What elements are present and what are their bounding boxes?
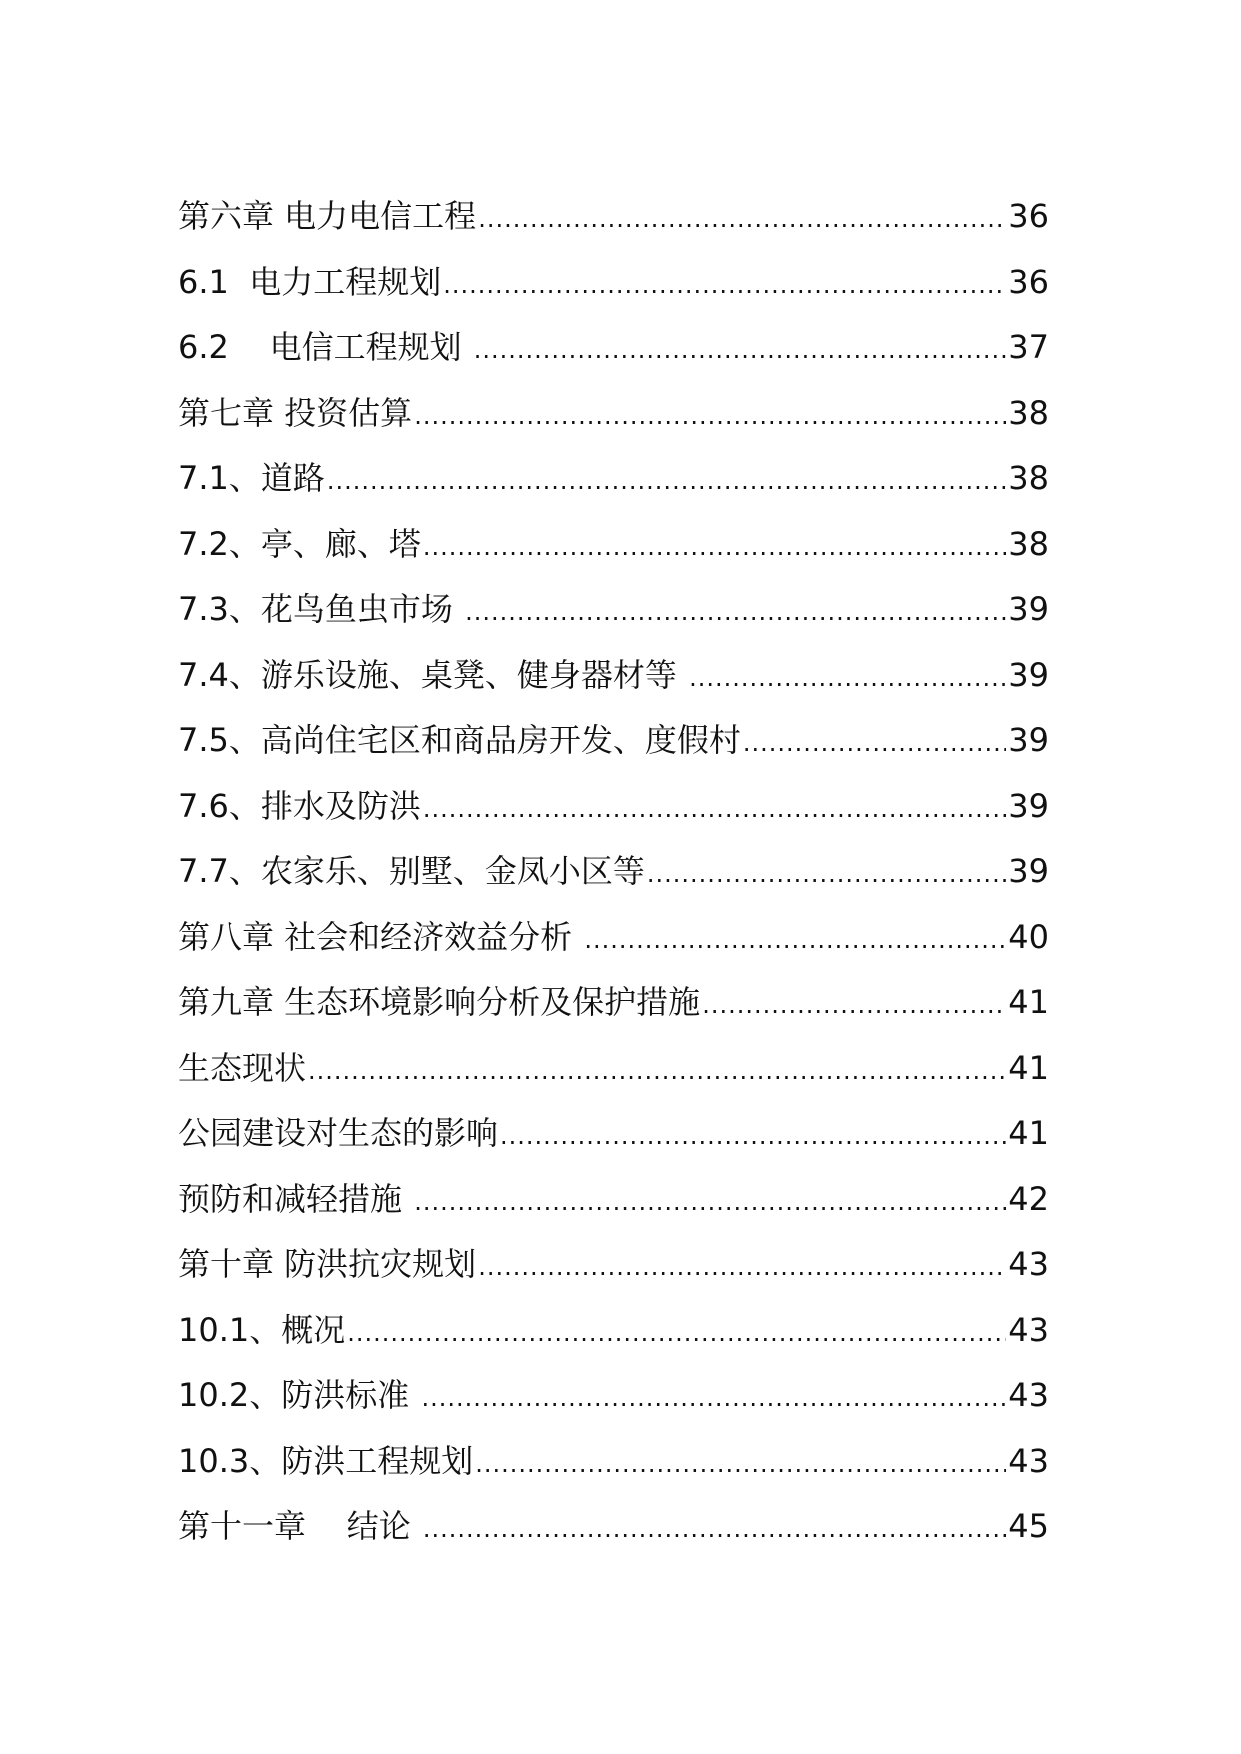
toc-entry-title: 第十章 防洪抗灾规划 <box>178 1245 477 1283</box>
toc-entry[interactable] <box>178 512 1049 578</box>
toc-entry-title: 公园建设对生态的影响 <box>178 1114 499 1152</box>
toc-entry-title: 7.4、游乐设施、桌凳、健身器材等 <box>178 655 688 694</box>
toc-page-number: 41 <box>1008 1114 1049 1152</box>
toc-page-number: 45 <box>1008 1507 1049 1545</box>
toc-entry[interactable] <box>178 1363 1049 1429</box>
toc-entry-title: 7.3、花鸟鱼虫市场 <box>178 590 464 628</box>
toc-entry-title: 6.1 电力工程规划 <box>178 262 442 301</box>
toc-entry-title: 第八章 社会和经济效益分析 <box>178 917 583 956</box>
toc-page-number: 42 <box>1008 1179 1049 1218</box>
toc-entry[interactable] <box>178 1494 1049 1560</box>
toc-entry-title: 7.7、农家乐、别墅、金凤小区等 <box>178 852 645 890</box>
toc-entry[interactable] <box>178 1429 1049 1495</box>
toc-entry-title: 第十一章 结论 <box>178 1507 421 1545</box>
toc-page-number: 41 <box>1008 983 1049 1021</box>
toc-page-number: 38 <box>1008 524 1049 563</box>
toc-dot-leader <box>689 646 1006 712</box>
toc-page-number: 41 <box>1008 1048 1049 1087</box>
toc-dot-leader <box>465 580 1006 646</box>
toc-entry-title: 7.6、排水及防洪 <box>178 786 421 825</box>
toc-entry[interactable] <box>178 643 1049 709</box>
toc-entry-title: 10.1、概况 <box>178 1310 346 1349</box>
toc-page-number: 37 <box>1008 328 1049 366</box>
toc-dot-leader <box>423 777 1006 843</box>
toc-dot-leader <box>308 1039 1006 1105</box>
toc-page-number: 39 <box>1008 852 1049 890</box>
toc-page-number: 36 <box>1008 197 1049 235</box>
toc-entry[interactable] <box>178 1298 1049 1364</box>
toc-dot-leader <box>584 908 1006 974</box>
toc-entry-title: 第六章 电力电信工程 <box>178 197 477 235</box>
toc-entry[interactable] <box>178 1036 1049 1102</box>
toc-entry[interactable] <box>178 1232 1049 1298</box>
toc-page-number: 36 <box>1008 262 1049 301</box>
toc-entry[interactable] <box>178 905 1049 971</box>
toc-dot-leader <box>347 1301 1006 1367</box>
toc-dot-leader <box>647 842 1006 908</box>
toc-entry[interactable] <box>178 381 1049 447</box>
toc-dot-leader <box>478 187 1006 253</box>
toc-dot-leader <box>423 515 1006 581</box>
toc-page-number: 39 <box>1008 721 1049 759</box>
toc-entry-title: 10.3、防洪工程规划 <box>178 1441 474 1480</box>
toc-entry[interactable] <box>178 446 1049 512</box>
toc-entry[interactable] <box>178 577 1049 643</box>
toc-dot-leader <box>743 711 1006 777</box>
table-of-contents <box>178 184 1049 1560</box>
toc-entry[interactable] <box>178 708 1049 774</box>
toc-entry[interactable] <box>178 970 1049 1036</box>
toc-entry-title: 7.1、道路 <box>178 459 325 497</box>
toc-dot-leader <box>414 384 1006 450</box>
toc-page-number: 43 <box>1008 1441 1049 1480</box>
toc-entry-title: 10.2、防洪标准 <box>178 1376 420 1414</box>
toc-entry-title: 预防和减轻措施 <box>178 1179 413 1218</box>
toc-page-number: 43 <box>1008 1376 1049 1414</box>
toc-page-number: 43 <box>1008 1310 1049 1349</box>
toc-dot-leader <box>421 1366 1006 1432</box>
toc-page-number: 43 <box>1008 1245 1049 1283</box>
toc-entry[interactable] <box>178 1167 1049 1233</box>
toc-entry-title: 生态现状 <box>178 1048 307 1087</box>
toc-entry-title: 第七章 投资估算 <box>178 393 413 432</box>
toc-dot-leader <box>500 1104 1006 1170</box>
toc-entry[interactable] <box>178 184 1049 250</box>
toc-page-number: 38 <box>1008 393 1049 432</box>
toc-page-number: 39 <box>1008 786 1049 825</box>
toc-page-number: 39 <box>1008 655 1049 694</box>
toc-dot-leader <box>414 1170 1006 1236</box>
toc-dot-leader <box>474 318 1007 384</box>
toc-entry[interactable] <box>178 839 1049 905</box>
toc-entry-title: 7.2、亭、廊、塔 <box>178 524 421 563</box>
toc-entry-title: 第九章 生态环境影响分析及保护措施 <box>178 983 701 1021</box>
toc-dot-leader <box>423 1497 1006 1563</box>
toc-entry[interactable] <box>178 774 1049 840</box>
toc-dot-leader <box>702 973 1006 1039</box>
toc-entry-title: 7.5、高尚住宅区和商品房开发、度假村 <box>178 721 741 759</box>
toc-entry[interactable] <box>178 315 1049 381</box>
toc-entry[interactable] <box>178 1101 1049 1167</box>
toc-entry[interactable] <box>178 250 1049 316</box>
toc-dot-leader <box>475 1432 1006 1498</box>
toc-dot-leader <box>327 449 1006 515</box>
toc-page-number: 38 <box>1008 459 1049 497</box>
toc-dot-leader <box>478 1235 1006 1301</box>
toc-dot-leader <box>443 253 1006 319</box>
toc-entry-title: 6.2 电信工程规划 <box>178 328 472 366</box>
toc-page-number: 39 <box>1008 590 1049 628</box>
toc-page-number: 40 <box>1008 917 1049 956</box>
